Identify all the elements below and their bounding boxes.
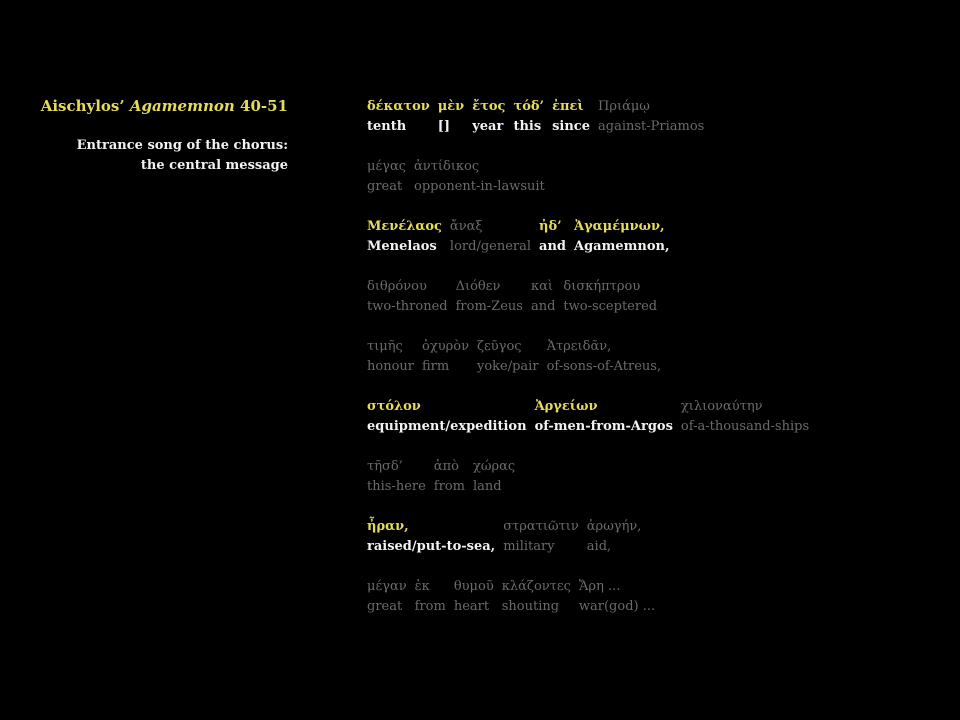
line-range: 40-51: [240, 97, 288, 115]
word-pair: [502, 577, 571, 617]
page-subtitle: [0, 136, 288, 176]
english-gloss: great: [367, 599, 403, 614]
greek-word: Ἀτρειδᾶν,: [546, 339, 612, 354]
word-pair: [422, 337, 469, 377]
english-gloss: of-men-from-Argos: [534, 419, 673, 434]
greek-word: Μενέλαος: [367, 219, 442, 234]
greek-word: ἄναξ: [449, 219, 483, 234]
greek-word: τῆσδ’: [367, 459, 403, 474]
word-pair: [472, 97, 505, 137]
english-gloss: aid,: [586, 539, 612, 554]
word-pair: [415, 577, 446, 617]
greek-word: χώρας: [472, 459, 516, 474]
word-pair: [367, 517, 495, 557]
greek-word: ἀπὸ: [433, 459, 459, 474]
greek-word: στόλον: [367, 399, 421, 414]
word-pair: [367, 157, 406, 197]
greek-word: κλάζοντες: [501, 579, 571, 594]
word-pair: [367, 97, 430, 137]
page-title: [0, 96, 288, 116]
greek-word: ἠδ’: [539, 219, 562, 234]
greek-word: τόδ’: [513, 99, 545, 114]
greek-word: δισκήπτρου: [563, 279, 641, 294]
verse-line: [367, 277, 817, 317]
english-gloss: two-throned: [367, 299, 448, 314]
english-gloss: heart: [453, 599, 490, 614]
word-pair: [473, 457, 515, 497]
verse-line: [367, 217, 817, 257]
verse-line: [367, 337, 817, 377]
english-gloss: this: [513, 119, 542, 134]
greek-word: ἀντίδικος: [414, 159, 480, 174]
verse-line: [367, 397, 817, 437]
word-pair: [598, 97, 704, 137]
greek-word: ἦραν,: [367, 519, 409, 534]
word-pair: [450, 217, 531, 257]
english-gloss: two-sceptered: [563, 299, 658, 314]
greek-word: θυμοῦ: [453, 579, 494, 594]
english-gloss: Agamemnon,: [574, 239, 670, 254]
word-pair: [367, 457, 426, 497]
english-gloss: against-Priamos: [598, 119, 705, 134]
greek-word: ἀρωγήν,: [586, 519, 642, 534]
greek-word: στρατιῶτιν: [503, 519, 579, 534]
word-pair: [579, 577, 655, 617]
word-pair: [367, 577, 407, 617]
subtitle-line-2: the central message: [140, 158, 288, 173]
greek-word: Ἀργείων: [534, 399, 598, 414]
english-gloss: from: [433, 479, 465, 494]
english-gloss: raised/put-to-sea,: [367, 539, 496, 554]
english-gloss: this-here: [367, 479, 426, 494]
greek-word: ὀχυρὸν: [422, 339, 469, 354]
english-gloss: of-sons-of-Atreus,: [546, 359, 662, 374]
word-pair: [477, 337, 539, 377]
word-pair: [414, 157, 545, 197]
verse-line: [367, 517, 817, 557]
word-pair: [367, 217, 442, 257]
english-gloss: since: [552, 119, 590, 134]
greek-word: διθρόνου: [367, 279, 427, 294]
subtitle-line-1: Entrance song of the chorus:: [76, 138, 288, 153]
verse-line: [367, 577, 817, 617]
title-block: [0, 96, 288, 176]
word-pair: [531, 277, 555, 317]
work-name: Agamemnon: [129, 97, 235, 115]
greek-word: ἔτος: [472, 99, 506, 114]
word-pair: [367, 337, 414, 377]
greek-word: ἐκ: [414, 579, 430, 594]
greek-word: Πριάμῳ: [598, 99, 650, 114]
greek-word: χιλιοναύτην: [680, 399, 763, 414]
english-gloss: opponent-in-lawsuit: [414, 179, 545, 194]
english-gloss: great: [367, 179, 403, 194]
english-gloss: from: [414, 599, 446, 614]
word-pair: [434, 457, 465, 497]
greek-word: Διόθεν: [455, 279, 501, 294]
english-gloss: military: [503, 539, 555, 554]
author-name: Aischylos’: [40, 97, 125, 115]
english-gloss: land: [472, 479, 502, 494]
verse-line: [367, 457, 817, 497]
english-gloss: honour: [367, 359, 414, 374]
english-gloss: tenth: [367, 119, 407, 134]
english-gloss: war(god) ...: [578, 599, 656, 614]
english-gloss: shouting: [501, 599, 560, 614]
greek-word: Ἄρη ...: [578, 579, 621, 594]
greek-word: μέγας: [367, 159, 407, 174]
verse-line: [367, 97, 817, 137]
word-pair: [574, 217, 669, 257]
word-pair: [681, 397, 809, 437]
english-gloss: yoke/pair: [476, 359, 539, 374]
greek-word: Ἀγαμέμνων,: [574, 219, 665, 234]
greek-word: δέκατον: [367, 99, 430, 114]
word-pair: [454, 577, 494, 617]
english-gloss: equipment/expedition: [367, 419, 527, 434]
word-pair: [587, 517, 642, 557]
word-pair: [456, 277, 523, 317]
greek-word: μὲν: [437, 99, 465, 114]
word-pair: [503, 517, 579, 557]
greek-word: καὶ: [530, 279, 553, 294]
english-gloss: lord/general: [449, 239, 532, 254]
english-gloss: Menelaos: [367, 239, 437, 254]
english-gloss: of-a-thousand-ships: [680, 419, 810, 434]
english-gloss: from-Zeus: [455, 299, 523, 314]
greek-word: μέγαν: [367, 579, 407, 594]
greek-word: ζεῦγος: [476, 339, 522, 354]
word-pair: [513, 97, 544, 137]
word-pair: [547, 337, 662, 377]
word-pair: [535, 397, 673, 437]
greek-word: ἐπεὶ: [552, 99, 584, 114]
english-gloss: firm: [422, 359, 450, 374]
english-gloss: and: [539, 239, 566, 254]
word-pair: [539, 217, 566, 257]
word-pair: [438, 97, 464, 137]
verse-line: [367, 157, 817, 197]
word-pair: [367, 277, 448, 317]
english-gloss: []: [437, 119, 451, 134]
english-gloss: year: [472, 119, 504, 134]
greek-word: τιμῆς: [367, 339, 403, 354]
interlinear-text: [367, 97, 817, 637]
word-pair: [563, 277, 657, 317]
word-pair: [367, 397, 527, 437]
english-gloss: and: [530, 299, 556, 314]
word-pair: [552, 97, 590, 137]
